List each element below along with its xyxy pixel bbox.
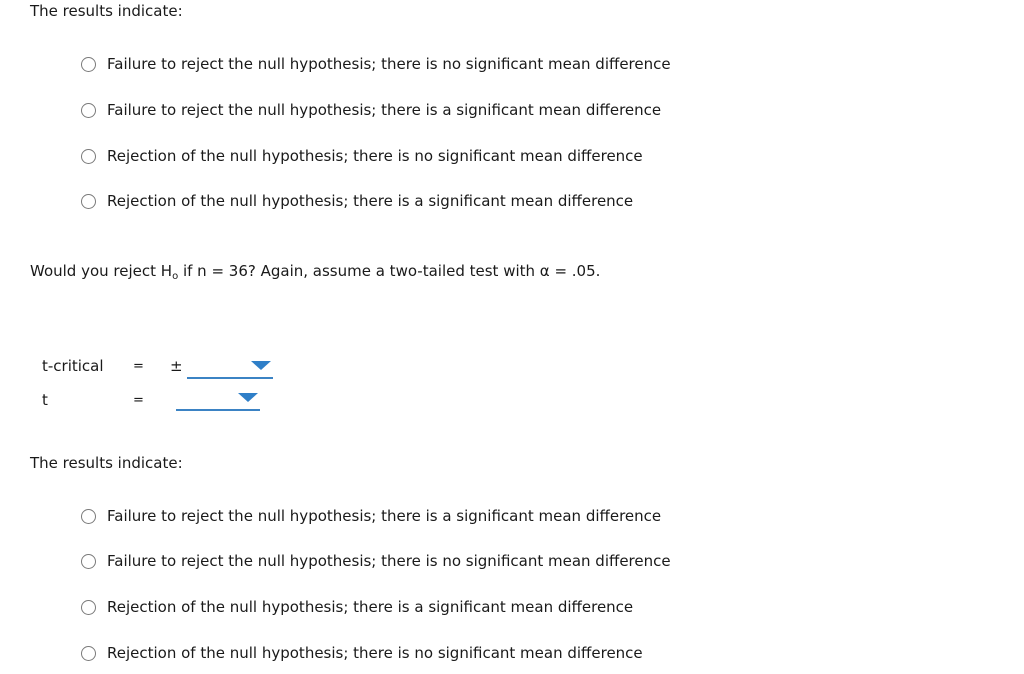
section2-heading: The results indicate:: [30, 454, 183, 472]
option-label: Rejection of the null hypothesis; there is no significant mean difference: [107, 644, 643, 662]
section1-option-4[interactable]: [81, 190, 633, 212]
radio-button-icon[interactable]: [81, 57, 96, 72]
tcritical-dropdown[interactable]: [187, 355, 273, 379]
radio-button-icon[interactable]: [81, 103, 96, 118]
t-dropdown[interactable]: [176, 387, 260, 411]
question-text-after: if n = 36? Again, assume a two-tailed test with α = .05.: [178, 262, 601, 280]
section2-option-3[interactable]: [81, 596, 633, 618]
radio-button-icon[interactable]: [81, 509, 96, 524]
option-label: Failure to reject the null hypothesis; there is no significant mean difference: [107, 55, 671, 73]
radio-button-icon[interactable]: [81, 554, 96, 569]
question-text-before: Would you reject H: [30, 262, 173, 280]
radio-button-icon[interactable]: [81, 600, 96, 615]
question-subscript: o: [172, 271, 179, 282]
t-label: t: [42, 391, 48, 409]
radio-button-icon[interactable]: [81, 194, 96, 209]
section2-option-1[interactable]: [81, 505, 661, 527]
option-label: Failure to reject the null hypothesis; there is a significant mean difference: [107, 507, 662, 525]
option-label: Rejection of the null hypothesis; there is a significant mean difference: [107, 192, 634, 210]
t-equals: =: [133, 393, 144, 408]
tcritical-equals: =: [133, 359, 144, 374]
tcritical-label: t-critical: [42, 357, 104, 375]
question-text: [30, 261, 600, 284]
section1-option-3[interactable]: [81, 145, 643, 167]
radio-button-icon[interactable]: [81, 149, 96, 164]
radio-button-icon[interactable]: [81, 646, 96, 661]
chevron-down-icon[interactable]: [251, 361, 271, 370]
section1-option-1[interactable]: [81, 53, 671, 75]
section2-option-2[interactable]: [81, 550, 671, 572]
section1-option-2[interactable]: [81, 99, 661, 121]
option-label: Failure to reject the null hypothesis; there is no significant mean difference: [107, 552, 671, 570]
plus-minus-sign: ±: [170, 357, 183, 375]
chevron-down-icon[interactable]: [238, 393, 258, 402]
section1-heading: The results indicate:: [30, 2, 183, 20]
section2-option-4[interactable]: [81, 642, 643, 664]
option-label: Failure to reject the null hypothesis; there is a significant mean difference: [107, 101, 662, 119]
option-label: Rejection of the null hypothesis; there is no significant mean difference: [107, 147, 643, 165]
option-label: Rejection of the null hypothesis; there is a significant mean difference: [107, 598, 634, 616]
